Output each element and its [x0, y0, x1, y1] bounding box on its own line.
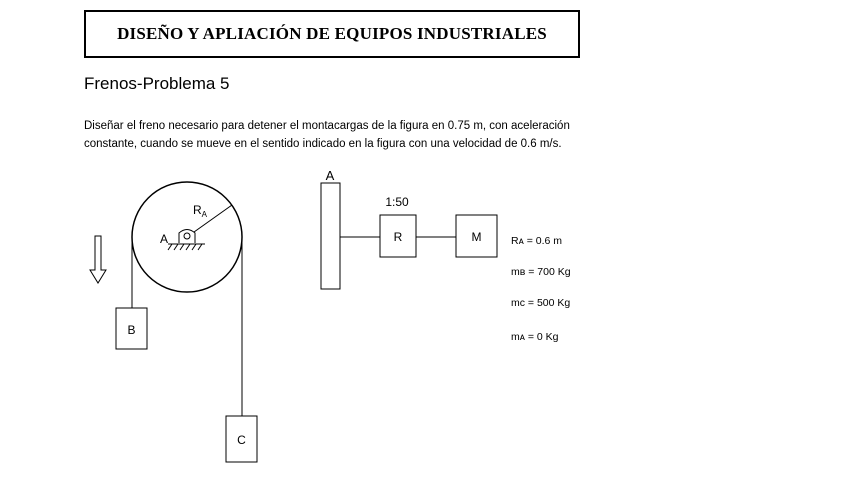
brake-drum-shaft [321, 183, 340, 289]
radius-label-subscript: A [201, 210, 208, 219]
pulley-pin-icon [184, 233, 190, 239]
problem-statement-line-2: constante, cuando se mueve en el sentido indicado en la figura con una velocidad de 0.6 m/s. [84, 138, 562, 150]
given-mass-b: mʙ = 700 Kg [511, 266, 571, 278]
motion-direction-arrow-icon [90, 236, 106, 283]
motor-label: M [471, 230, 482, 244]
gear-ratio-label: 1:50 [385, 195, 409, 209]
pulley-center-label: A [160, 232, 169, 246]
problem-heading: Frenos-Problema 5 [84, 74, 230, 93]
reducer-label: R [393, 230, 403, 244]
problem-statement-line-1: Diseñar el freno necesario para detener el montacargas de la figura en 0.75 m, con aceleración [84, 120, 570, 132]
shaft-label: A [325, 168, 335, 183]
block-c-label: C [237, 433, 246, 447]
document-title-text: DISEÑO Y APLIACIÓN DE EQUIPOS INDUSTRIALES [117, 24, 547, 43]
given-radius: Rᴀ = 0.6 m [511, 235, 563, 247]
radius-label-main: R [193, 203, 202, 217]
block-b-label: B [127, 323, 136, 337]
given-mass-c: mᴄ = 500 Kg [511, 297, 571, 309]
given-mass-a: mᴀ = 0 Kg [511, 331, 559, 343]
